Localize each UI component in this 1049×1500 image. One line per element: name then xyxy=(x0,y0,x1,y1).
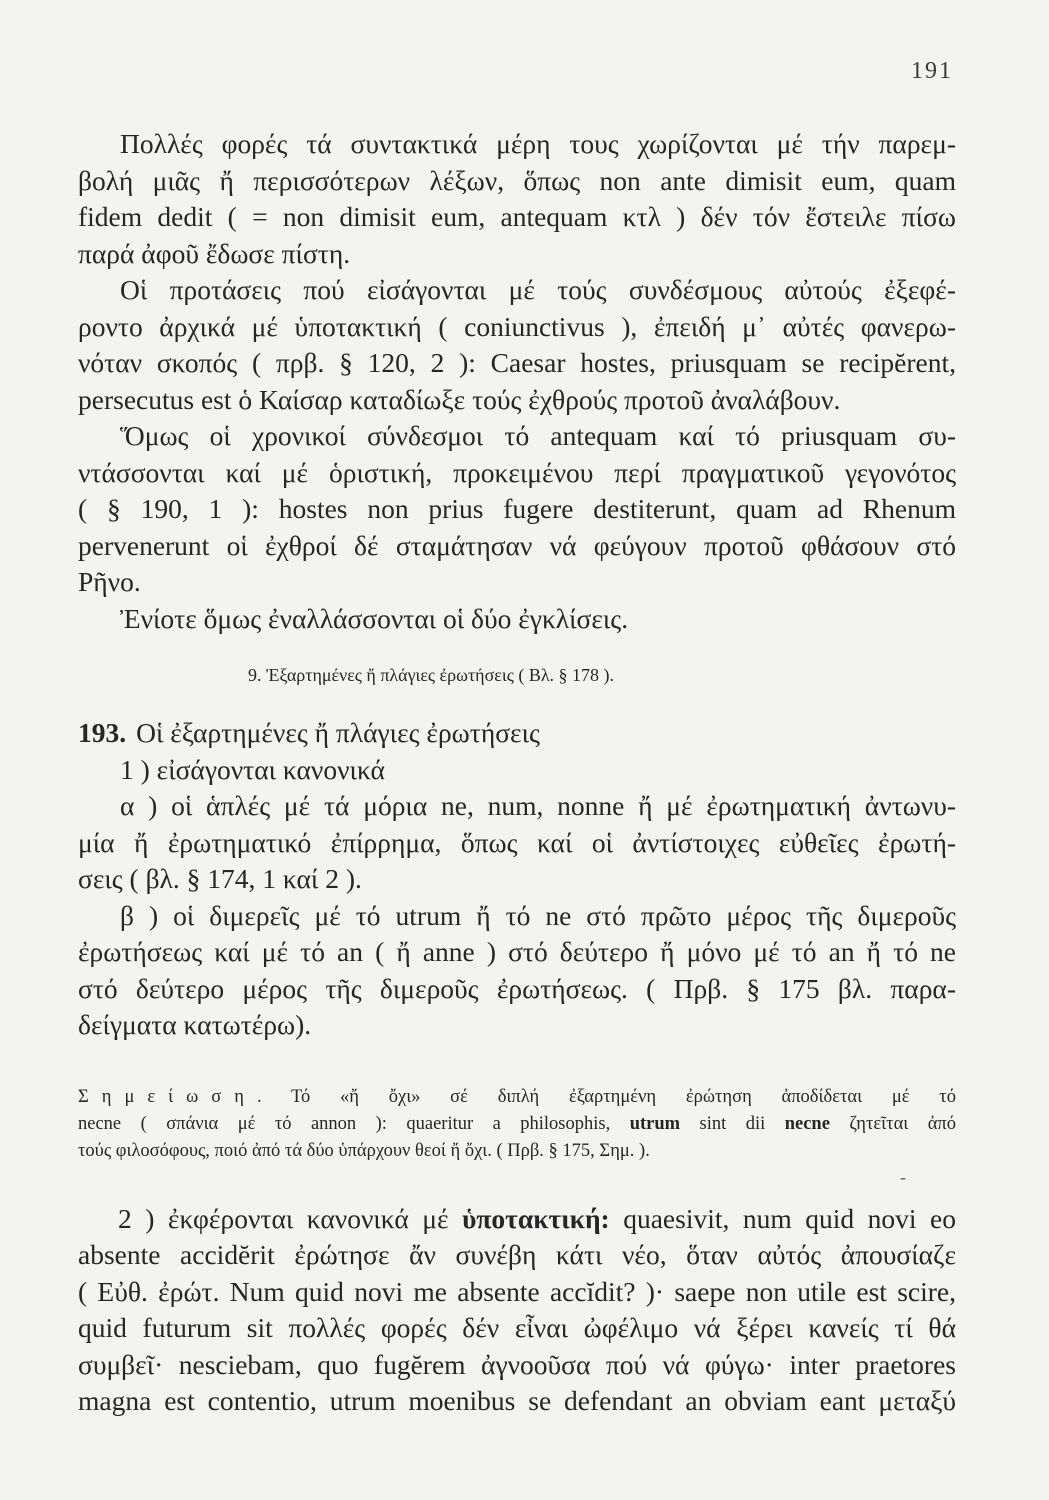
section-title: Οἱ ἐξαρτημένες ἤ πλάγιες ἐρωτήσεις xyxy=(136,717,540,748)
note-line xyxy=(78,1084,956,1111)
text-line: pervenerunt οἱ ἐχθροί δέ σταμάτησαν νά φεύγουν προτοῦ φθάσουν στό xyxy=(78,529,956,561)
text-line: quid futurum sit πολλές φορές δέν εἶναι ὠφέλιμο νά ξέρει κανείς τί θά xyxy=(78,1312,956,1343)
note-bold-word: utrum xyxy=(629,1113,681,1134)
text-line: ( Εὐθ. ἐρώτ. Num quid novi me absente accĭdit? )· saepe non utile est scire, xyxy=(78,1275,956,1307)
note-line xyxy=(78,1111,956,1138)
text-line: βολή μιᾶς ἤ περισσότερων λέξων, ὅπως non ante dimisit eum, quam xyxy=(78,164,956,196)
text-line: Ὅμως οἱ χρονικοί σύνδεσμοι τό antequam καί τό priusquam συ- xyxy=(120,420,956,451)
text-line xyxy=(78,1201,956,1238)
note-text: . Τό «ἤ ὄχι» σέ διπλή ἐξαρτημένη ἐρώτηση ἀποδίδεται μέ τό xyxy=(256,1086,956,1107)
note-text: necne ( σπάνια μέ τό annon ): quaeritur a philosophis, xyxy=(78,1113,630,1134)
text-line: magna est contentio, utrum moenibus se defendant an obviam eant μεταξύ xyxy=(78,1385,956,1416)
item-1a xyxy=(78,788,956,898)
note-line: τούς φιλοσόφους, ποιό ἀπό τά δύο ὑπάρχουν θεοί ἤ ὄχι. ( Πρβ. § 175, Σημ. ). xyxy=(78,1140,650,1161)
text-line: μία ἤ ἐρωτηματικό ἐπίρρημα, ὅπως καί οἱ ἀντίστοιχες εὐθεῖες ἐρωτή- xyxy=(78,826,956,858)
text-line: στό δεύτερο μέρος τῆς διμεροῦς ἐρωτήσεως. ( Πρβ. § 175 βλ. παρα- xyxy=(78,972,956,1004)
text-line: νόταν σκοπός ( πρβ. § 120, 2 ): Caesar hostes, priusquam se recipĕrent, xyxy=(78,347,956,378)
text-line: ἐρωτήσεως καί μέ τό an ( ἤ anne ) στό δεύτερο ἤ μόνο μέ τό an ἤ τό ne xyxy=(78,936,956,967)
note-block xyxy=(78,1084,956,1165)
note-text: ζητεῖται ἀπό xyxy=(829,1113,956,1134)
text-line: συμβεῖ· nesciebam, quo fugĕrem ἀγνοοῦσα πού νά φύγω· inter praetores xyxy=(78,1348,956,1380)
text-line: β ) οἱ διμερεῖς μέ τό utrum ἤ τό ne στό πρῶτο μέρος τῆς διμεροῦς xyxy=(120,899,956,931)
text-line: δείγματα κατωτέρω). xyxy=(78,1009,312,1040)
subsection-heading: 9. Ἐξαρτημένες ἤ πλάγιες ἐρωτήσεις ( Βλ. § 178 ). xyxy=(248,665,615,685)
text-line: α ) οἱ ἁπλές μέ τά μόρια ne, num, nonne ἤ μέ ἐρωτηματική ἀντωνυ- xyxy=(120,790,956,821)
paragraph-3 xyxy=(78,418,956,601)
text-line: ντάσσονται καί μέ ὁριστική, προκειμένου περί πραγματικοῦ γεγονότος xyxy=(78,456,956,488)
text-line: absente accidĕrit ἐρώτησε ἄν συνέβη κάτι νέο, ὅταν αὐτός ἀπουσίαζε xyxy=(78,1239,956,1270)
item-2-text: quaesivit, num quid novi eo xyxy=(609,1202,956,1234)
item-1b xyxy=(78,898,956,1044)
section-number: 193. xyxy=(78,717,127,748)
page-body xyxy=(78,126,956,1420)
paragraph-1 xyxy=(78,126,956,272)
note-text: sint dii xyxy=(680,1113,785,1134)
note-label: Σημείωση xyxy=(78,1086,257,1107)
item-2-text: 2 ) ἐκφέρονται κανονικά μέ xyxy=(118,1202,463,1234)
paragraph-2 xyxy=(78,272,956,418)
text-line: persecutus est ὁ Καίσαρ καταδίωξε τούς ἐχθρούς προτοῦ ἀναλάβουν. xyxy=(78,383,841,415)
text-line: Πολλές φορές τά συντακτικά μέρη τους χωρίζονται μέ τήν παρεμ- xyxy=(120,128,956,159)
text-line: fidem dedit ( = non dimisit eum, antequam κτλ ) δέν τόν ἔστειλε πίσω xyxy=(78,201,956,232)
text-line: Οἱ προτάσεις πού εἰσάγονται μέ τούς συνδέσμους αὐτούς ἐξεφέ- xyxy=(120,274,956,305)
text-line: Ρῆνο. xyxy=(78,566,141,597)
text-line: ροντο ἀρχικά μέ ὑποτακτική ( coniunctivus ), ἐπειδή μ᾽ αὐτές φανερω- xyxy=(78,310,956,342)
item-2 xyxy=(78,1201,956,1420)
paragraph-4 xyxy=(78,601,956,638)
text-line: σεις ( βλ. § 174, 1 καί 2 ). xyxy=(78,863,362,894)
text-line: παρά ἀφοῦ ἔδωσε πίστη. xyxy=(78,237,351,269)
item-1-intro: 1 ) εἰσάγονται κανονικά xyxy=(120,753,385,785)
section-heading xyxy=(78,715,956,752)
page-number: 191 xyxy=(911,58,953,84)
text-line: ( § 190, 1 ): hostes non prius fugere destiterunt, quam ad Rhenum xyxy=(78,493,956,524)
item-2-bold: ὑποτακτική: xyxy=(462,1202,610,1234)
note-bold-word: necne xyxy=(784,1113,830,1134)
divider-dash: - xyxy=(900,1166,906,1187)
text-line: Ἐνίοτε ὅμως ἐναλλάσσονται οἱ δύο ἐγκλίσεις. xyxy=(120,602,629,634)
